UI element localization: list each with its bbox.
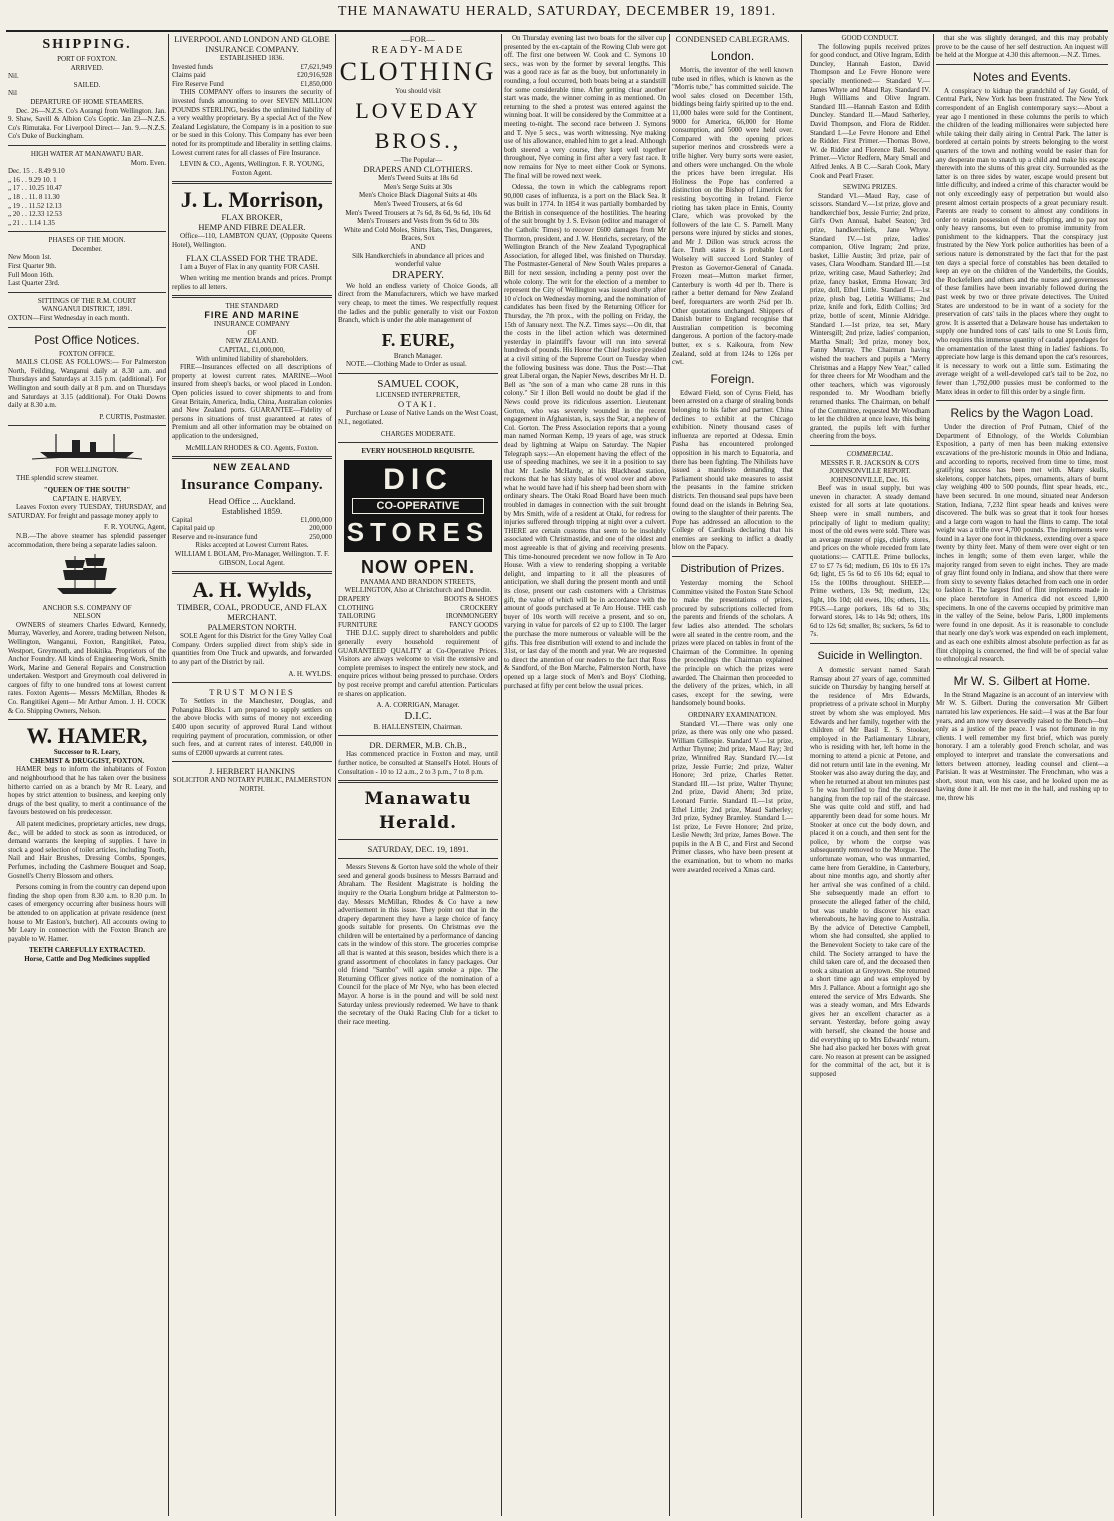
teeth-notice: TEETH CAREFULLY EXTRACTED.: [29, 946, 145, 955]
morrison-sub: FLAX BROKER,: [221, 212, 283, 223]
standard-nz: NEW ZEALAND.: [225, 337, 279, 346]
insurance-row: Reserve and re-insurance fund 250,000: [172, 532, 332, 541]
hamer-text2: All patent medicines, proprietary articles, new drugs, &c., will be added to stock as soon as introduced, or demand warrants the keeping of supplies. I have in stock a good selection of toilet articles, including Tooth, Nail and Hair Brushes, Dressing Combs, Sponges, Perfumes, including the Cashmere Bouquet and Soap, Gosnell's Cherry Blossom and others.: [8, 820, 166, 880]
hankins-sub: SOLICITOR AND NOTARY PUBLIC, PALMERSTON NORTH.: [172, 776, 332, 793]
captain: CAPTAIN E. HARVEY,: [52, 494, 122, 503]
standard-sub2: INSURANCE COMPANY: [213, 320, 291, 329]
conduct-heading: GOOD CONDUCT.: [841, 34, 899, 42]
charges: CHARGES MODERATE.: [380, 429, 456, 438]
notes-text: A conspiracy to kidnap the grandchild of Jay Gould, of Central Park, New York has been frustrated. The New York correspondent of an English contemporary says:—About a year ago I mentioned in these columns the perils to which the children of the leading millionaires were subjected here while taking their daily airing in Central Park. The latter is bordered at certain points by streets belonging to the worst quarters of the town and nothing would be easier than for any desperate man to snatch up a child and make his escape therewith into the slums of this great city. Surrounded as the latter is on three sides by water, escape would present but little difficulty, and indeed a crime of this character would be not only exceedingly easy of perpetration but would also present almost certain prospects of a great pecuniary result. Parents are ready to consent to almost any conditions in order to retain possession of their offspring, and to pay not only heavy ransoms, but even to promise immunity from punishment to the kidnappers. That the conspiracy just frustrated by the New York police authorities has been of a serious nature is demonstrated by the fact that for the past ten days a special force of constables has been detailed to keep an eye on the children of the Vanderbilts, the Goulds, the Rockefellers and others and the nurses and governesses of these families have been invariably followed during the past week by two or three private detectives. The United States are understood to be in want of a society for the preservation of cats' tails in the places where they ought to grow. It is asserted that a Delaware house has undertaken to supply one hundred tons of cats' tails to one St Louis firm, who requires this immense quantity of caudal appendages for the ornamentation of the latest thing in ladies' fashions. To appreciate how large is this demand upon the cat's resources, it is necessary to work out a little sum. Estimating the average weight of a well-developed cat's tail to be 2oz, no fewer than 1,792,000 pussies must be conformed to the Manx ideas in order to fill this order by a single firm.: [936, 86, 1108, 396]
anchor-heading: ANCHOR S.S. COMPANY OF: [42, 603, 132, 612]
suit-item: Men's Trousers and Vests from 9s 6d to 30s: [357, 217, 479, 226]
gilbert-heading: Mr W. S. Gilbert at Home.: [953, 673, 1091, 688]
funds-row: Invested funds £7,621,949: [172, 62, 332, 71]
dic-stores-block: [344, 460, 492, 552]
suicide-heading: Suicide in Wellington.: [817, 649, 923, 662]
liverpool-text: THIS COMPANY offers to insurers the security of invested funds amounting to over SEVEN MILLION POUNDS STERLING, besides the unlimited liability of a very wealthy proprietary. By a special Act of the New Zealand Legislature, the Company is in a position to sue or be sued in this Colony. This Company has ever been noted for its promptitude and liberality in settling claims. Lowest current rates for all classes of Fire Insurance.: [172, 88, 332, 157]
drapers-heading: DRAPERS AND CLOTHIERS.: [363, 164, 473, 175]
risks: Risks accepted at Lowest Current Rates.: [195, 541, 309, 550]
nz-insurance-heading: NEW ZEALAND: [213, 462, 291, 473]
liverpool-sub: INSURANCE COMPANY.: [205, 44, 299, 54]
court-heading: SITTINGS OF THE R.M. COURT: [37, 296, 137, 305]
eure-heading: F. EURE,: [381, 329, 455, 350]
wellington-body: Leaves Foxton every TUESDAY, THURSDAY, and SATURDAY. For freight and passage money apply to: [8, 503, 166, 520]
column-4: [504, 34, 666, 1518]
standard-heading: THE STANDARD: [225, 302, 279, 311]
dermer-heading: DR. DERMER, M.B. Ch.B.,: [369, 740, 467, 751]
suit-item: Men's Serge Suits at 30s: [383, 182, 453, 191]
cablegrams-heading: CONDENSED CABLEGRAMS.: [675, 34, 790, 44]
masthead-rule: [6, 30, 1108, 32]
funds-row: Claims paid £20,916,928: [172, 71, 332, 80]
departures-text: Dec. 26—N.Z.S. Co's Aorangi from Wellington. Jan. 9. Shaw, Savill & Albion Co's Coptic. Jan 23—N.Z.S. Co's Rimutaka. For Liverpool Direct— Jan. 9.—N.Z.S. Co's Duke of Buckingham.: [8, 106, 166, 141]
tide-row: „ 18 . . 11. 8 11.30: [8, 192, 60, 201]
issue-date: SATURDAY, DEC. 19, 1891.: [367, 844, 469, 855]
post-signature: P. CURTIS, Postmaster.: [99, 412, 166, 421]
agent: F. R. YOUNG, Agent,: [104, 523, 166, 532]
column-2: [172, 34, 332, 1518]
post-sub: FOXTON OFFICE.: [59, 349, 115, 358]
dic-heading: D.I.C.: [404, 709, 432, 722]
relics-heading: Relics by the Wagon Load.: [950, 406, 1094, 421]
every-household: EVERY HOUSEHOLD REQUISITE.: [361, 447, 475, 456]
tide-row: „ 20 . . 12.33 12.53: [8, 210, 62, 219]
sailing-ship-icon: [8, 552, 166, 600]
tide-row: „ 16 . . 9.29 10. 1: [8, 175, 57, 184]
moon-phase: Last Quarter 23rd.: [8, 279, 60, 288]
gilbert-text: In the Strand Magazine is an account of an interview with Mr W. S. Gilbert. During the conversation Mr Gilbert narrated his law experiences. He said:—I was at the Bar four years, and am now very deservedly raised to the Bench—but only as a justice of the peace. I was not fortunate in my clients. I well remember my first brief, which was purely honorary. I am a tolerably good French scholar, and was employed to interpret and translate the conversations and letters between attorney, leading counsel and client—a Parisian. It was at Westminster. The Frenchman, who was a short, stout man, won his case, and he looked upon me as having done it all. He met me in the hall, and rushing up to me, threw his: [936, 690, 1108, 802]
standard-capital-sub: With unlimited liability of shareholders.: [195, 354, 309, 363]
nz-insurance-title: Insurance Company.: [180, 476, 324, 493]
suit-item: Silk Handkerchiefs in abundance all prices and wonderful value: [352, 251, 484, 269]
suit-item: Men's Tweed Trousers, at 6s 6d: [373, 199, 463, 208]
cook-text: Purchase or Lease of Native Lands on the West Coast, N.I., negotiated.: [338, 409, 498, 427]
cook-sub: LICENSED INTERPRETER,: [376, 390, 460, 399]
suit-item: Men's Tweed Suits at 18s 6d: [378, 174, 458, 183]
morrison-heading: J. L. Morrison,: [180, 187, 324, 213]
sewing-text: Standard VI.—Maud Ray, case of scissors. Standard V.—1st prize, glove and handkerchief box, Jessie Furrie; 2nd prize, Girl's Own Annual, Isabel Seaton; 3rd prize, handkerchiefs, Jane Whyte. Standard IV.—1st prize, ladies' companion, Olive Ingram; 2nd prize, basket, Lillie Austin; 3rd prize, pair of vases, Clara Woodham. Standard III.—1st prize, writing case, Maud Satherley; 2nd prize, fancy basket, Emma Howan; 3rd prize, doll, Ethel Little. Standard II.—1st prize, plush bag, Letitia Williams; 2nd prize, knife and fork, Edith Collins; 3rd prize, bottle of scent, Minnie Aldridge. Standard I.—1st prize, tea set, Mary Wintersgill; 2nd prize, ladies' companion, Martha Small; 3rd prize, money box, Fanny Murray. The Chairman having wished the teachers and pupils a "Merry Christmas and a Happy New Year," called for three cheers for Mr Woodham and the other teachers, which was vigorously responded to. Mr Woodham briefly returned thanks. The Chairman, on behalf of the Committee, requested Mr Woodham to let the children at once leave, this being granted, the pupils left with further cheering from the boys.: [809, 191, 930, 441]
foreign-heading: Foreign.: [710, 371, 755, 386]
wylds-text: SOLE Agent for this District for the Grey Valley Coal Company. Orders supplied direct from ship's side in quantities from One Truck and upwards, and forwarded to any part of the District by rail.: [172, 632, 332, 666]
port-heading: PORT OF FOXTON.: [57, 55, 117, 63]
sailed-value: Nil: [8, 89, 17, 98]
hamer-sub: Successor to R. Leary,: [53, 748, 121, 757]
tide-column-head: Morn. Even.: [130, 158, 166, 167]
department-row: FURNITURE FANCY GOODS: [338, 620, 498, 629]
liverpool-signature: LEVIN & CO., Agents, Wellington. F. R. YOUNG, Foxton Agent.: [180, 160, 324, 177]
moon-heading: PHASES OF THE MOON.: [48, 236, 126, 245]
steamer-icon: [8, 430, 166, 462]
column-divider: [933, 34, 934, 1516]
established-1859: Established 1859.: [221, 505, 283, 516]
tide-row: „ 17 . . 10.25 10.47: [8, 184, 62, 193]
shipping-heading: SHIPPING.: [42, 37, 132, 52]
suit-item: Men's Tweed Trousers at 7s 6d, 8s 6d, 9s 6d, 10s 6d: [345, 208, 491, 217]
morrison-office: Office—110, LAMBTON QUAY, (Opposite Queens Hotel), Wellington.: [172, 232, 332, 249]
tide-table: [8, 167, 166, 227]
sailed-label: SAILED.: [73, 80, 101, 89]
popular-text: —The Popular—: [393, 155, 443, 164]
arrived-value: Nil.: [8, 72, 19, 81]
post-text: MAILS CLOSE AS FOLLOWS:— For Palmerston North, Feilding, Wanganui daily at 8.30 a.m. and Thursdays and Saturdays at 3.15 p.m. (additional). For Wellington and south daily at 8 p.m. and on Thursdays and Saturdays at 3.15 (additional). For Otaki Downs daily at 8.30 a.m.: [8, 358, 166, 410]
standard-text: FIRE—Insurances effected on all descriptions of property at lowest current rates. MARINE—Wool insured from sheep's backs, or wool placed in London. Open policies issued to cover shipments to and from Great Britain, America, India, China, Australian colonies and New Zealand ports. GUARANTEE—Fidelity of persons in situations of trust guaranteed at rates of Premium and all other information may be obtained on application to the undersigned,: [172, 363, 332, 440]
rowing-news: On Thursday evening last two boats for the silver cup presented by the ex-captain of the Rowing Club were got off. The first one between W. Cook and C. Symons 10 secs., was won by the former by several lengths. This was a good race as far as the buoy, but unfortunately in rounding, a foul occurred, both boats being at a standstill for some considerable time. After getting clear another start was made, the winner coming in as mentioned. On returning to the shed a protest was entered against the winning boat. It will be considered by the Committee at a meeting to-night. The second race between J. Symons and T. Nye 5 secs., was worth witnessing. Nye making use of his allowance, enabled him to get a lead. Although both steered a very course, they kept well together throughout, Nye coming in first after a very fast race. It now remains for Nye to meet either Cook or Symons. The final will be rowed next week.: [504, 34, 666, 180]
suicide-continued: that she was slightly deranged, and this may probably prove to be the cause of her self destruction. An inquest will be held at the Morgue at 4.30 this afternoon.—N.Z. Times.: [936, 34, 1108, 60]
bolam-signature: WILLIAM I. BOLAM, Pro-Manager, Wellington. T. F. GIBSON, Local Agent.: [174, 549, 330, 567]
court-text: OXTON—First Wednesday in each month.: [8, 314, 130, 323]
dic-logo: DIC: [383, 462, 453, 496]
wellington-heading: FOR WELLINGTON.: [55, 465, 119, 474]
standard-of: OF: [247, 328, 257, 337]
hallenstein-signature: B. HALLENSTEIN, Chairman.: [373, 722, 463, 731]
otaki-heading: OTAKI.: [398, 399, 438, 410]
post-heading: Post Office Notices.: [34, 332, 140, 347]
wylds-signature: A. H. WYLDS.: [288, 669, 332, 678]
masthead: THE MANAWATU HERALD, SATURDAY, DECEMBER 19, 1891.: [337, 4, 777, 19]
suit-item: White and Cold Moles, Shirts Hats, Ties, Dungarees, Braces, Sox: [343, 225, 493, 243]
corrigan-signature: A. A. CORRIGAN, Manager.: [376, 701, 460, 710]
flax-heading: FLAX CLASSED FOR THE TRADE.: [186, 252, 318, 263]
hankins-heading: J. HERBERT HANKINS: [209, 766, 295, 777]
column-3: [338, 34, 498, 1518]
departments-table: [338, 595, 498, 629]
coop-label: CO-OPERATIVE: [352, 498, 484, 514]
palmerston-heading: PALMERSTON NORTH.: [207, 622, 297, 633]
hamer-text3: Persons coming in from the country can depend upon finding the shop open from 8.30 a.m. to 8.30 p.m. In cases of emergency occurring after business hours will be attended to on application at private residence (next house to Mr Easton's, butcher). All accounts owing to Mr Leary in connection with the Foxton Branch are payable to W. Hamer.: [8, 883, 166, 943]
column-1: [8, 34, 166, 1518]
departure-heading: DEPARTURE OF HOME STEAMERS.: [30, 97, 144, 106]
column-divider: [335, 34, 336, 1516]
clothing-heading: CLOTHING: [339, 57, 497, 86]
suits-list: [338, 174, 498, 269]
visit-text: You should visit: [395, 87, 441, 95]
suit-item: Men's Choice Black Diagonal Suits at 40s: [359, 191, 477, 200]
ordinary-heading: ORDINARY EXAMINATION.: [688, 710, 777, 719]
standard-signature: McMILLAN RHODES & CO. Agents, Foxton.: [185, 443, 319, 452]
moon-month: December.: [71, 244, 103, 253]
notes-heading: Notes and Events.: [972, 69, 1072, 84]
ordinary-text: Standard VI.—There was only one prize, as there was only one who passed. William Gillespie. Standard V.—1st prize, Arthur Thynne; 2nd prize, Maud Ray; 3rd prize, Winnifred Ray. Standard IV.—1st prize, Jessie Furrie; 2nd prize, Walter Honore; 3rd prize, Charles Retter. Standard III.—1st prize, Walter Thynne; 2nd prize, David Ahern; 3rd prize, Leonard Furrie. Standard II.—1st prize, Ethel Little; 2nd prize, Maud Satherley; 3rd prize, Sydney Bramley. Standard I.—1st prize, Le Fevre Honore; 2nd prize, Leslie Newth; 3rd prize, James Bowe. The pupils in the A B C, and First and Second Primer classes, who have been present at the examination, but to whom no marks were awarded received a Xmas card.: [672, 719, 793, 874]
foreign-text: Edward Field, son of Cyrus Field, has been arrested on a charge of stealing bonds belonging to his father and partner. China declines to exhibit at the Chicago exhibition. Ninety thousand cases of influenza are reported at Odessa. Emin Pasha has encountered prolonged opposition in his march to Equatoria, and there has been fighting. The Nihilists have issued a manifesto demanding that Parliament should take measures to assist the peasants in the famine stricken districts. Ten thousand seal pups have been found dead on the islands in Behring Sea, owing to the slaughter of their parents. The Pope has addressed an allocution to the College of Cardinals declaring that his enemies are seeking to inflict a deadly blow on the Papacy.: [672, 388, 793, 552]
flax-text: I am a Buyer of Flax in any quantity FOR CASH.: [180, 262, 320, 271]
column-5: [672, 34, 930, 1518]
department-row: CLOTHING CROCKERY: [338, 603, 498, 612]
drapery-heading: DRAPERY.: [391, 268, 445, 281]
arrived-label: ARRIVED.: [70, 63, 104, 72]
stores-label: STORES: [346, 516, 490, 547]
column-divider: [501, 34, 502, 1516]
moon-phase: Full Moon 16th.: [8, 270, 54, 279]
column-6: [936, 34, 1108, 1518]
suicide-text: A domestic servant named Sarah Ramsay about 27 years of age, committed suicide on Thursday by hanging herself at the residence of Mrs Edwards, proprietress of a private school in Murphy street by whom she was employed. Mrs Edwards and her family, together with the children of Mr Basil E. S. Stooker, employed in the Parliamentary Library, who is residing with her, left home in the morning to attend a picnic at Petone, and did not return until late in the evening. Mr Stooker was also away during the day, and when he returned at about ten minutes past 5 he was horrified to find the deceased hanging from the top rail of the staircase. She was quite cold and stiff, and had apparently been dead for some hours. Mr Stooker at once cut the body down, and placed it on a couch, and then sent for the police, by whom the corpse was subsequently removed to the Morgue. The unfortunate woman, who was unmarried, came here from Geraldine, in Canterbury, about nine months ago, and shortly after her arrival she was confined of a child. She subsequently made an effort to prosecute the alleged father of the child, but was unable to discover his exact whereabouts, he having gone to Australia. By the advice of Detective Campbell, whom she had consulted, she applied to the Benevolent Society to take care of the child. The Society arranged to have the child taken care of, and the deceased then took a situation at Greytown. She returned a short time ago and was employed by Mrs J. Pallance. About a fortnight ago she entered the service of Mrs Edwards. She was a steady woman, and Mrs Edwards gives her an excellent character as a servant. Yesterday, before going away with herself, she cleaned the house and did everything up to Mrs Edwards' return. She had also packed her boxes with great care. No reason at present can be assigned for the committal of the act, but it is supposed: [809, 665, 930, 1078]
nb-text: N.B.—The above steamer has splendid passenger accommodation, there being a separate ladies saloon.: [8, 531, 166, 549]
court-sub: WANGANUI DISTRICT, 1891.: [41, 305, 133, 314]
prizes-heading: Distribution of Prizes.: [680, 563, 785, 576]
commercial-heading: COMMERCIAL.: [846, 449, 894, 458]
herald-title: Manawatu Herald.: [364, 789, 472, 834]
ready-made: READY-MADE: [371, 44, 465, 56]
liverpool-heading: LIVERPOOL AND LONDON AND GLOBE: [174, 34, 330, 44]
anchor-text: OWNERS of steamers Charles Edward, Kennedy, Murray, Waverley, and Aorere, trading between Nelson, Wellington, Wanganui, Foxton, Rangitikei, Patea, Westport, Greymouth, and Hokitika. Proprietors of the Anchor Foundry. All kinds of Engineering Work, Smith Work, Marine and General Repairs and Construction undertaken. Westport and Greymouth coal delivered in cargoes of fifty to one hundred tons at lowest current rates. Foxton Agents— Messrs McMillan, Rhodes & Co. Rangitikei Agent— Mr Arthur Amon. J. H. COCK & Co. Shipping Owners, Nelson.: [8, 620, 166, 715]
insurance-row: Capital £1,000,000: [172, 515, 332, 524]
standard-capital: CAPITAL, £1,000,000,: [219, 346, 285, 355]
note-text: NOTE.—Clothing Made to Order as usual.: [346, 360, 467, 369]
cook-heading: SAMUEL COOK,: [377, 377, 459, 390]
news-body: Odessa, the town in which the cablegrams report 90,000 cases of influenza, is a port on the Black Sea. It was built in 1774. In 1854 it was partially bombarded by the British in consequence of the hostilities. The hearing of the suit brought by J. S. Evison (editor and manager of the Catholic Times) to recover £600 damages from Mr Thornton, president, and J. W. Henrichs, secretary, of the Wellington Branch of the New Zealand Typographical Association, for alleged libel, was finished on Thursday. The Postmaster-General of New South Wales prepares a Bill for next session, including a penny post over the whole colony. The writ for the election of a member to represent the City of Wellington was issued shortly after 10 o'clock on Wednesday morning, and the nomination of candidates has been fixed by the Returning Officer for Thursday, the 7th prox., with the polling on Friday, the 15th of January next. The N.Z. Times says:—On dit, that the costs in the libel action which was determined yesterday in plaintiff's favour will run into several hundreds of pounds. His Honor the Chief Justice presided at a civil sitting of the Supreme Court on Tuesday when the following business was done. Thus the Post:—That great Liberal organ, the Napier News, describes Mr H. D. Bell as "the son of a man who came 28 runs in this colony." Sir I illon Bell would no doubt be glad if the News could prove its ridiculous assertion. Lieutenant Gorton, who was severely wounded in the recent engagement in Afghanistan, is, says the Star, a nephew of Col. Gorton. The Press Association reports that a young man named Norman Kemp, 19 years of age, was struck dead by lightning at Waipu on Saturday. The Napier Telegraph says:—An elopement having the effect of the use of speeding machines, we see it in a position to say that Mr Leslie McHardy, at his Blackhead station, reckons that he has sixty bales of wool over and above what he would have had if his sheep had been shorn with ordinary shears. The Otaki Road Board have been much troubled in damages in connection with the suit brought by Mrs Smith, wife of a resident at Otaki, for redress for injuries suffered through tripping at night over a culvert. THERE are certain customs that seem to be insolubly associated with Christmastide, and one of the oldest and most agreeable is that of giving and receiving presents. This time-honoured precedent we now follow in Te Aro House. With a view to rendering shopping a veritable delight, and imparting to it all the pleasures of anticipation, we shall during the present month and until its close, present our cash customers with a Christmas gift, the value of which will be in accordance with the amount of goods purchased at Te Aro House. THE cash buyer of 10s worth will receive a present, and so on, varying in value for parcels of £2 up to £100. The larger the purchase the more numerous or valuable will be the gifts. This free distribution will extend to and include the 31st, or last day of the month and year. We are requested to direct the attention of our readers to the fact that Ross & Sandford, of the Bon Marche, Palmerston North, have opened up a large stock of Men's and Boys' Clothing, purchased at fifty per cent below the usual prices.: [504, 183, 666, 690]
hamer-sub2: CHEMIST & DRUGGIST, FOXTON.: [29, 756, 145, 765]
suit-item: AND: [410, 242, 426, 251]
sewing-heading: SEWING PRIZES.: [842, 183, 898, 192]
tide-row: „ 21 . . 1.14 1.35: [8, 218, 55, 227]
dic-text: THE D.I.C. supply direct to shareholders and public generally every household requirement of GUARANTEED QUALITY at Co-Operative Prices. Visitors are always welcome to visit the extensive and complete premises to inspect the entirely new stock, and enquire prices without being pressed to purchase. Orders by post receive prompt and careful attention. Particulars re shares on application.: [338, 629, 498, 698]
wylds-sub: TIMBER, COAL, PRODUCE, AND FLAX MERCHANT.: [177, 602, 327, 623]
column-divider: [669, 34, 670, 1516]
drapery-text: We hold an endless variety of Choice Goods, all direct from the Manufacturers, which we have marked very cheap, to meet the times. We respectfully request the ladies and the public generally to visit our Foxton Branch, which is under the able management of: [338, 281, 498, 325]
column-divider: [801, 34, 802, 1518]
morrison-sub2: HEMP AND FIBRE DEALER.: [198, 222, 306, 233]
column-divider: [168, 34, 169, 1516]
eure-sub: Branch Manager.: [393, 351, 443, 360]
standard-sub: FIRE AND MARINE: [204, 309, 300, 320]
hamer-heading: W. HAMER,: [26, 723, 148, 749]
wylds-heading: A. H. Wylds,: [192, 577, 312, 603]
funds-row: Fire Reserve Fund £1,850,000: [172, 79, 332, 88]
trust-heading: TRUST MONIES: [209, 687, 295, 698]
conduct-text: The following pupils received prizes for good conduct, and Olive Ingram, Edith Duncley, Hannah Easton, David Thompson and Le Fevre Honore were specially mentioned:— Standard V.—James Whyte and Maud Ray. Standard IV. Hugh Williams and Olive Ingram. Standard III.—Hannah Easton and Edith Duncley. Standard II.—Maud Satherley, David Thompson, and Flora de Ridder. Standard I.—Le Fevre Honore and Ethel de Ridder. First Primer.—Thomas Bowe, W. de Ridder and Florence Ball. Second Primer.—Victor Redfern, Mary Small and Alfred Jenks. A B C.—Sarah Cook, Mary Cook and Pearl Fraser.: [809, 42, 930, 180]
london-text: Morris, the inventor of the well known tube used in rifles, which is known as the "Morris tube," has committed suicide. The wool sales closed on December 15th, biddings being fairly spirited up to the end. 11,000 bales were sold for the Continent, 9000 for America, 66,000 for Home consumption, and 5000 were held over. Compared with the opening prices superior merinos and crossbreds were a trifle higher. Very burry sorts were easier, and others were unchanged. On the whole the prices have been irregular. His Holiness the Pope has conferred a distinction on the Bishop of Limerick for resisting boycotting in Ireland. Fierce rioting has taken place in Ennis, County Clare, which was provoked by the followers of the late C. S. Parnell. Many persons were injured by sticks and stones, and Mr J. Dillon was struck across the face. Truth states it is probable Lord Wolseley will succeed Lord Stanley of Preston as Governor-General of Canada. Frozen meat—Mutton market firmer, Canterbury is worth 4d per lb. There is rather a better demand for New Zealand beef, forequarters are worth 2¼d per lb. Other quotations unchanged. Shippers of Danish butter to England recognise that Australian competition is becoming dangerous. A portion of the factory-made butter, ex s s. Kaikoura, from New Zealand, sold at from 124s to 126s per cwt.: [672, 66, 793, 367]
report-date: JOHNSONVILLE, Dec. 16.: [830, 475, 910, 484]
column-5a: [672, 34, 793, 1518]
flax-text2: When writing me mention brands and prices. Prompt replies to all letters.: [172, 274, 332, 291]
dic-address: PANAMA AND BRANDON STREETS, WELLINGTON, Also at Christchurch and Dunedin.: [344, 577, 492, 595]
prizes-text: Yesterday morning the School Committee visited the Foxton State School to make the presentations of prizes, procured by subscriptions collected from the parents and friends of the scholars. A few ladies also attended. The scholars were all seated in the centre room, and the prizes were placed on tables in front of the Chairman of the Committee. In opening the proceedings the Chairman explained the principle on which the prizes were awarded. The Chairman then proceeded to the delivery of the prizes, which, in all cases, except for the sewing, were handsomely bound books.: [672, 579, 793, 708]
horse-notice: Horse, Cattle and Dog Medicines supplied: [24, 954, 150, 963]
now-open: NOW OPEN.: [360, 556, 475, 577]
loveday-heading: LOVEDAY BROS.,: [355, 97, 481, 153]
liverpool-established: ESTABLISHED 1836.: [220, 54, 284, 62]
department-row: TAILORING IRONMONGERY: [338, 612, 498, 621]
hamer-text: HAMER begs to inform the inhabitants of Foxton and neighbourhood that he has taken over the business hitherto carried on as a branch by Mr R. Leary, and hopes by strict attention to business, and keeping only drugs of the best quality, to merit a continuance of the favours bestowed on his predecessor.: [8, 765, 166, 817]
for-heading: —FOR—: [401, 34, 435, 44]
tide-row: Dec. 15 . . 8.49 9.10: [8, 167, 65, 176]
relics-text: Under the direction of Prof Putnam, Chief of the Department of Ethnology, of the Worlds Columbian Exposition, a party of men has been making extensive excavations of the pre-historic mounds in Ohio and Indiana, and according to reports, received from time to time, most gratifying success has been met with. Many skulls, skeletons, copper hatchets, pipes, ornaments, altars of burnt clay weighing 400 to 500 pounds, flint spear heads, etc., have been secured. In one mound, situated near Anderson Station, Indiana, 7,232 flint spear heads and knives were discovered. The bulk was so great that it took four horses and a large corn wagon to haul the flints to camp. The total weight was a trifle over 4,700 pounds. The implements were found in a layer one foot in thickness, extending over a space twenty by thirty feet. Many of them were over eight or ten inches in length; some of them even larger, while the majority ranged from seven to eight inches. They are made of gray flint found only in Indiana, and show that there were from sixty to seventy flakes detached from each one in order to fashion it. The largest find of flint implements made in one place heretofore in America did not exceed 1,800 specimens. In one of the caverns occupied by primitive man in the valley of the Seine, below Paris, 1,800 implements were found in one deposit. As it is reasonable to conclude that nearly one day's work was expended on each implement, and as each one exhibits almost absolute perfection as far as flint chipping is concerned, the find will be of special value to ethnological research.: [936, 423, 1108, 664]
head-office: Head Office ... Auckland.: [208, 495, 296, 506]
report-heading: MESSRS F. R. JACKSON & CO'S JOHNSONVILLE REPORT.: [820, 458, 920, 476]
trust-text: To Settlers in the Manchester, Douglas, and Pohangina Blocks. I am prepared to supply settlers on the above blocks with sums of money not exceeding £400 upon security of approved Rural Land without requiring payment of procuration, commission, or other such fees, and at current rates of interest. £40,000 in sums of £2000 upwards at current rates.: [172, 697, 332, 757]
local-news: Messrs Stevens & Gorton have sold the whole of their seed and general goods business to Messrs Barraud and Abraham. The Resident Magistrate is holding the inquiry re the Otaria Longburn bridge at Palmerston to-day. Messrs McMillan, Rhodes & Co have a new advertisement in this issue. They point out that in the drapery department they have a large choice of fancy goods suitable for presents. On Christmas eve the children will be entertained by a performance of dancing cats in the window of this store. The groceries comprise all that is wanted at this season, besides which there is a grand assortment of chocolates in fancy packages. Our old friend "Sambo" will again smoke a pipe. The Returning Officer gives notice of the nomination of a Council for the place of Mr Nye, who has been elected Mayor. A horse is in the pound and will be sold next Saturday unless previously redeemed. We have to thank the secretary of the Otaki Racing Club for a ticket to their race meeting.: [338, 863, 498, 1026]
anchor-sub: NELSON: [73, 612, 101, 621]
london-heading: London.: [710, 49, 755, 63]
tide-row: „ 19 . . 11.52 12.13: [8, 201, 62, 210]
column-5b: [810, 34, 930, 1518]
moon-phase: First Quarter 9th.: [8, 262, 57, 271]
insurance-row: Capital paid up 200,000: [172, 524, 332, 533]
moon-phase: New Moon 1st.: [8, 253, 52, 262]
dermer-text: Has commenced practice in Foxton and may, until further notice, be consulted at Stansell's Hotel. Hours of Consultation - 10 to 12 a.m., 2 to 3 p.m., 7 to 8 p.m.: [338, 750, 498, 776]
report-text: Beef was in usual supply, but was uneven in character. A steady demand existed for all sorts at late quotations. Sheep were in small numbers, and principally of light to medium quality; most of the old ewes were sold. There was an average muster of pigs, chiefly stores, and prices on the whole receded from late quotations:— CATTLE. Prime bullocks, £7 to £7 7s 6d; medium, £6 10s to £6 17s 6d; light, £5 5s 6d to £6 10s 6d; equal to 15s the 100lbs throughout. SHEEP.—Prime wethers, 13s 9d; medium, 12s; light, 10s 10d; old ewes, 10s; others, 11s. PIGS.—Large porkers, 18s 6d to 30s; forward stores, 14s to 14s 9d; others, 10s 6d to 12s 6d; smaller, 8s; suckers, 5s 6d to 7s.: [809, 484, 930, 639]
tide-heading: HIGH WATER AT MANAWATU BAR.: [30, 149, 144, 158]
steamer-name: "QUEEN OF THE SOUTH": [43, 485, 131, 494]
wellington-text: THE splendid screw steamer.: [16, 474, 99, 483]
department-row: DRAPERY BOOTS & SHOES: [338, 595, 498, 604]
